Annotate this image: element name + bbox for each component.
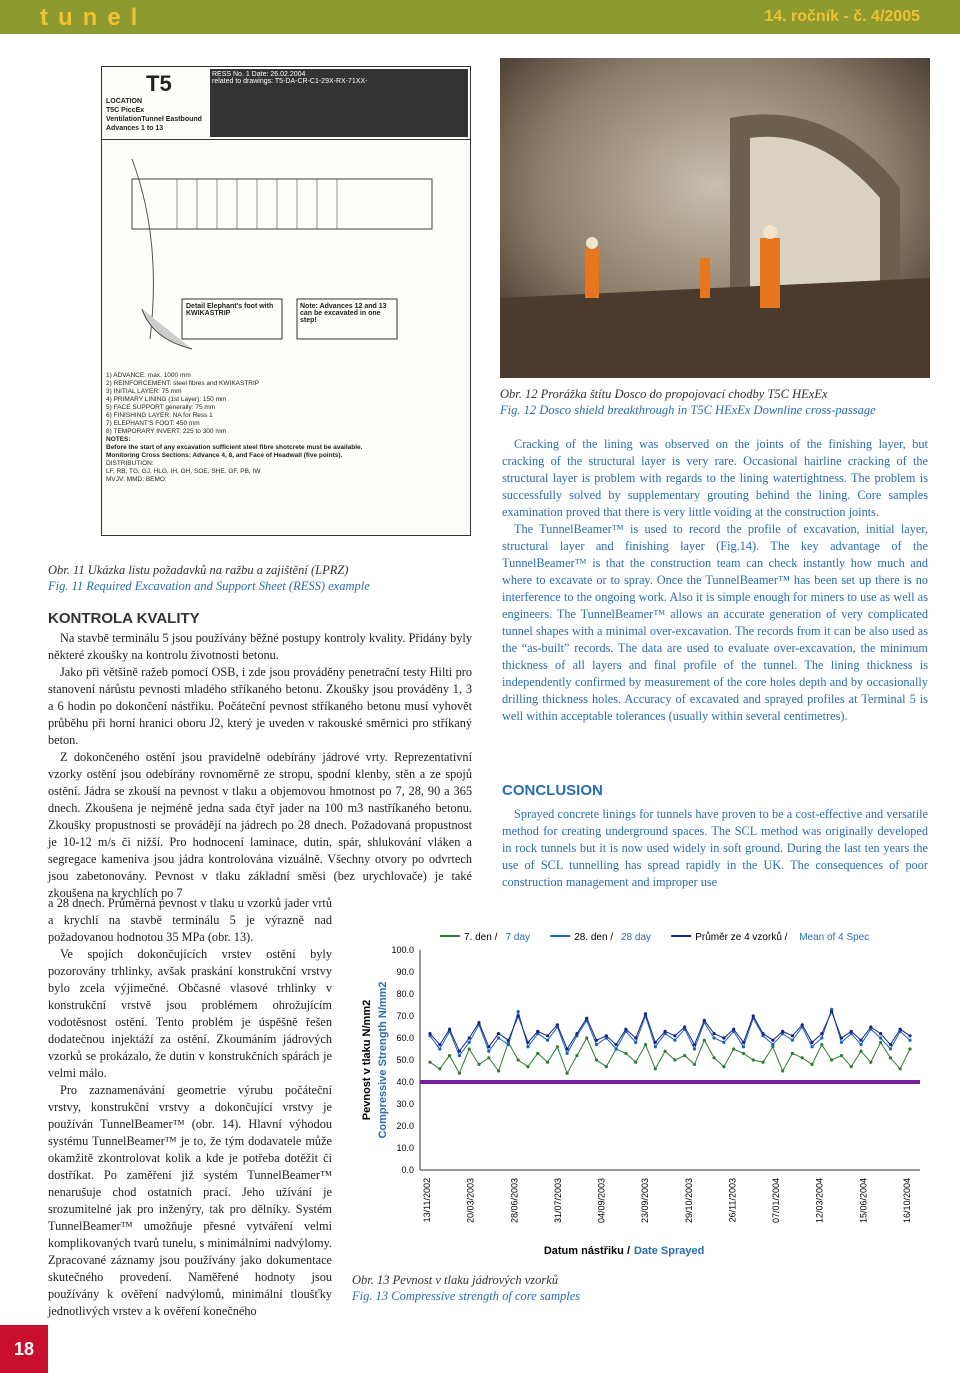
data-point bbox=[908, 1039, 911, 1042]
data-point bbox=[820, 1043, 823, 1046]
x-tick-label: 23/09/2003 bbox=[640, 1178, 651, 1224]
data-point bbox=[722, 1065, 725, 1068]
data-point bbox=[615, 1047, 618, 1050]
paragraph: Pro zaznamenávání geometrie výrubu počáteční vrstvy, konstrukční vrstvy a dokončující vrstvy je používán TunnelBeamer™ (obr. 14). Hlavní výhodou systému TunnelBeamer™ je to, že tým dodavatele může okamžitě zkontrolovat kolik a kde je potřeba dotěžit či dostříkat. Po zaměření již systém TunnelBeamer™ nenarušuje chod ostatních prací. Jeho užívání je srozumitelné jak pro inženýry, tak pro dělníky. Systém TunnelBeamer™ umožňuje přesné vytváření velmi komplikovaných tvarů tunelu, s minimálními nadvýlomy. Zpracované záznamy jsou používány jako dokumentace skutečného provedení. Naměřené hodnoty jsou používány k ověření nadvýlomů, minimální tloušťky jednotlivých vrstev a k ověření konečného bbox=[48, 1083, 332, 1318]
data-point bbox=[693, 1043, 696, 1046]
data-point bbox=[477, 1063, 480, 1066]
ress-note-line: 2) REINFORCEMENT: steel fibres and KWIKASTRIP bbox=[106, 380, 260, 387]
data-point bbox=[879, 1041, 882, 1044]
data-point bbox=[732, 1047, 735, 1050]
data-point bbox=[654, 1041, 657, 1044]
czech-text-column bbox=[48, 630, 472, 902]
data-point bbox=[879, 1032, 882, 1035]
data-point bbox=[781, 1069, 784, 1072]
data-point bbox=[428, 1061, 431, 1064]
data-point bbox=[536, 1052, 539, 1055]
data-point bbox=[683, 1025, 686, 1028]
ress-note-line: LF, RB, TG, GJ, HLG, IH, GH, SOE, SHE, GF, PB, IW bbox=[106, 468, 261, 475]
data-point bbox=[526, 1041, 529, 1044]
data-point bbox=[595, 1058, 598, 1061]
data-point bbox=[468, 1036, 471, 1039]
data-point bbox=[654, 1067, 657, 1070]
data-point bbox=[438, 1043, 441, 1046]
data-point bbox=[840, 1036, 843, 1039]
data-point bbox=[722, 1036, 725, 1039]
ress-note-line: 5) FACE SUPPORT generally: 75 mm bbox=[106, 404, 216, 411]
y-axis-label: Pevnost v tlaku N/mm2 bbox=[361, 999, 373, 1121]
data-point bbox=[791, 1034, 794, 1037]
x-tick-label: 31/07/2003 bbox=[552, 1178, 563, 1224]
data-point bbox=[673, 1039, 676, 1042]
y-tick-label: 0.0 bbox=[401, 1165, 414, 1175]
paragraph: Jako při většině ražeb pomocí OSB, i zde jsou prováděny penetrační testy Hilti pro stanovení nárůstu pevnosti mladého stříkaného betonu. Zkoušky jsou prováděny 1, 3 a 6 hodin po dokončení nástřiku. Počáteční pevnost stříkaného betonu musí vyhovět průběhu při horní hranici oboru J2, který je uveden v rakouské směrnici pro stříkaný beton. bbox=[48, 665, 472, 747]
data-point bbox=[497, 1069, 500, 1072]
ress-note-line: 4) PRIMARY LINING (1st Layer): 150 mm bbox=[106, 396, 227, 403]
paragraph: The TunnelBeamer™ is used to record the profile of excavation, initial layer, structural layer and finishing layer (Fig.14). The key advantage of the TunnelBeamer™ is that the construction team can check instantly how much and where to excavate or to spray. Once the TunnelBeamer™ has been set up there is no interference to the ongoing work. Also it is simple enough for miners to use as well as engineers. The TunnelBeamer™ allows an accurate generation of very complicated tunnel shapes with a minimal over-excavation. The records from it can be also used as the “as-built” records. The data are used to evaluate over-excavation, the minimum thickness of all layers and final profile of the tunnel. The lining thickness is independently confirmed by measurement of the core holes depth and by occasionally drilling thickness holes. Accuracy of excavated and sprayed profiles at Terminal 5 is well within acceptable tolerances (usually within several centimetres). bbox=[502, 522, 928, 723]
data-point bbox=[703, 1039, 706, 1042]
y-tick-label: 30.0 bbox=[396, 1099, 414, 1109]
ress-detail: Detail Elephant's foot with KWIKASTRIP bbox=[186, 303, 274, 317]
data-point bbox=[654, 1045, 657, 1048]
data-point bbox=[615, 1043, 618, 1046]
data-point bbox=[595, 1039, 598, 1042]
data-point bbox=[742, 1045, 745, 1048]
paragraph: Na stavbě terminálu 5 jsou používány běžné postupy kontroly kvality. Přidány byly některé zkoušky na kontrolu životnosti betonu. bbox=[48, 631, 472, 662]
section-heading-cz: KONTROLA KVALITY bbox=[48, 610, 200, 627]
ress-note-line: NOTES: bbox=[106, 436, 131, 443]
data-point bbox=[517, 1058, 520, 1061]
ress-title: T5 bbox=[146, 71, 172, 96]
ress-note-line: MVJV: MMD: BEMO: bbox=[106, 476, 167, 483]
data-point bbox=[859, 1050, 862, 1053]
data-point bbox=[517, 1014, 520, 1017]
data-point bbox=[634, 1036, 637, 1039]
ress-note-line: Before the start of any excavation sufficient steel fibre shotcrete must be available. bbox=[106, 444, 363, 451]
legend-label-en: Mean of 4 Spec bbox=[799, 932, 870, 943]
data-point bbox=[830, 1058, 833, 1061]
data-point bbox=[908, 1047, 911, 1050]
ress-note-line: 3) INITIAL LAYER: 75 mm bbox=[106, 388, 182, 395]
x-tick-label: 20/03/2003 bbox=[465, 1178, 476, 1224]
ress-sheet-figure bbox=[101, 66, 471, 536]
data-point bbox=[624, 1028, 627, 1031]
data-point bbox=[810, 1063, 813, 1066]
legend-label: 28. den / bbox=[574, 932, 614, 943]
data-point bbox=[585, 1017, 588, 1020]
y-tick-label: 10.0 bbox=[396, 1143, 414, 1153]
data-point bbox=[850, 1065, 853, 1068]
legend-label-en: 7 day bbox=[505, 932, 531, 943]
data-point bbox=[575, 1032, 578, 1035]
data-point bbox=[742, 1041, 745, 1044]
data-point bbox=[497, 1036, 500, 1039]
x-tick-label: 12/03/2004 bbox=[814, 1178, 825, 1224]
y-tick-label: 70.0 bbox=[396, 1011, 414, 1021]
data-point bbox=[566, 1052, 569, 1055]
x-tick-label: 28/06/2003 bbox=[509, 1178, 520, 1224]
data-point bbox=[428, 1032, 431, 1035]
y-axis-label-en: Compressive Strength N/mm2 bbox=[377, 981, 389, 1139]
data-point bbox=[801, 1023, 804, 1026]
data-point bbox=[742, 1052, 745, 1055]
page-header bbox=[0, 0, 960, 34]
ress-note-line: DISTRIBUTION: bbox=[106, 460, 154, 467]
paragraph: Ve spojích dokončujících vrstev ostění byly pozorovány trhlinky, avšak praskání konstrukční vrstvy bylo zcela výjimečné. Občasné vlasové trhlinky v konstrukční vrstvě jsou problémem ohrožujícím vodotěsnost ostění. Tento problém je úspěšně řešen dodatečnou injektáží za ostění. Zkoumáním jádrových vzorků se prokázalo, že dutin v konstrukčních spárách je velmi málo. bbox=[48, 947, 332, 1080]
page-number: 18 bbox=[0, 1325, 48, 1373]
data-point bbox=[761, 1032, 764, 1035]
x-tick-label: 29/10/2003 bbox=[683, 1178, 694, 1224]
fig11-caption bbox=[48, 562, 478, 594]
data-point bbox=[664, 1030, 667, 1033]
data-point bbox=[830, 1010, 833, 1013]
x-tick-label: 13/11/2002 bbox=[422, 1178, 432, 1223]
fig13-caption-en: Fig. 13 Compressive strength of core samples bbox=[352, 1289, 581, 1303]
data-point bbox=[566, 1072, 569, 1075]
data-point bbox=[693, 1047, 696, 1050]
data-point bbox=[791, 1039, 794, 1042]
data-point bbox=[820, 1032, 823, 1035]
paragraph: Cracking of the lining was observed on the joints of the finishing layer, but cracking of the structural layer is very rare. Occasional hairline cracking of the structural layer is problem with regards to the lining watertightness. The problem is successfully solved by supplementary grouting behind the lining. Core samples examination proved that there is very little voiding at the construction joints. bbox=[502, 437, 928, 519]
ress-note: Note: Advances 12 and 13 can be excavated in one step! bbox=[300, 303, 387, 324]
data-point bbox=[595, 1043, 598, 1046]
y-tick-label: 100.0 bbox=[391, 945, 414, 955]
ress-drawing bbox=[102, 139, 470, 369]
data-point bbox=[791, 1052, 794, 1055]
x-tick-label: 07/01/2004 bbox=[771, 1178, 782, 1224]
ress-related: related to drawings: T5-DA-CR-C1-29X-RX-71XX- bbox=[212, 78, 368, 85]
data-point bbox=[673, 1034, 676, 1037]
data-point bbox=[859, 1043, 862, 1046]
data-point bbox=[556, 1045, 559, 1048]
data-point bbox=[546, 1039, 549, 1042]
data-point bbox=[752, 1058, 755, 1061]
data-point bbox=[781, 1030, 784, 1033]
data-point bbox=[487, 1050, 490, 1053]
data-point bbox=[712, 1036, 715, 1039]
ress-location-title: LOCATION bbox=[106, 98, 143, 105]
data-point bbox=[634, 1041, 637, 1044]
data-point bbox=[536, 1030, 539, 1033]
fig12-caption bbox=[500, 386, 940, 418]
data-point bbox=[458, 1050, 461, 1053]
data-point bbox=[820, 1036, 823, 1039]
data-point bbox=[899, 1028, 902, 1031]
data-point bbox=[840, 1041, 843, 1044]
english-text-column bbox=[502, 436, 928, 725]
data-point bbox=[507, 1043, 510, 1046]
ress-note-line: 6) FINISHING LAYER: NA for Ress 1 bbox=[106, 412, 213, 419]
tunnel-breakthrough-photo bbox=[500, 58, 930, 378]
data-point bbox=[477, 1021, 480, 1024]
fig12-caption-cz: Obr. 12 Prorážka štítu Dosco do propojovací chodby T5C HExEx bbox=[500, 387, 828, 401]
data-point bbox=[683, 1054, 686, 1057]
data-point bbox=[889, 1047, 892, 1050]
y-tick-label: 90.0 bbox=[396, 967, 414, 977]
data-point bbox=[634, 1061, 637, 1064]
x-tick-label: 16/10/2004 bbox=[902, 1178, 912, 1224]
data-point bbox=[859, 1039, 862, 1042]
x-tick-label: 15/06/2004 bbox=[858, 1178, 869, 1224]
data-point bbox=[566, 1047, 569, 1050]
data-point bbox=[644, 1043, 647, 1046]
data-point bbox=[526, 1045, 529, 1048]
data-point bbox=[908, 1034, 911, 1037]
paragraph: Z dokončeného ostění jsou pravidelně odebírány jádrové vrty. Reprezentativní vzorky ostění jsou odebírány rovnoměrně ze stropu, spodní klenby, stěn a ze spojů ostění. Jádra se zkouší na pevnost v tlaku a objemovou hmotnost po 7, 28, 90 a 365 dnech. Zkoušena je nejméně jedna sada čtyř jader na 100 m3 nastříkaného betonu. Zkoušky propustnosti se provádějí na jádrech po 28 dnech. Požadovaná propustnost je 10-12 m/s či nižší. Pro hodnocení laminace, dutin, spár, shlukování vláken a segregace kameniva jsou jádra kontrolována vizuálně. Všechny otvory po odvrtech jsou zabetonovány. Pevnost v tlaku základní směsi (bez urychlovače) je také zkoušena na krychlích po 7 bbox=[48, 750, 472, 900]
data-point bbox=[487, 1056, 490, 1059]
y-tick-label: 20.0 bbox=[396, 1121, 414, 1131]
data-point bbox=[869, 1025, 872, 1028]
data-point bbox=[712, 1056, 715, 1059]
issue-label: 14. ročník - č. 4/2005 bbox=[764, 8, 920, 25]
data-point bbox=[703, 1019, 706, 1022]
data-point bbox=[507, 1039, 510, 1042]
data-point bbox=[526, 1065, 529, 1068]
ress-location bbox=[106, 97, 202, 133]
ress-loc-line: T5C PiccEx bbox=[106, 107, 145, 114]
data-point bbox=[664, 1050, 667, 1053]
english-conclusion bbox=[502, 806, 928, 891]
data-point bbox=[644, 1012, 647, 1015]
data-point bbox=[693, 1063, 696, 1066]
ress-notes bbox=[106, 372, 466, 484]
data-point bbox=[712, 1032, 715, 1035]
data-point bbox=[771, 1043, 774, 1046]
data-point bbox=[673, 1058, 676, 1061]
data-point bbox=[722, 1041, 725, 1044]
data-point bbox=[438, 1047, 441, 1050]
data-point bbox=[810, 1045, 813, 1048]
ress-header bbox=[102, 67, 470, 140]
ress-info-box bbox=[210, 69, 468, 137]
data-point bbox=[771, 1039, 774, 1042]
data-point bbox=[801, 1056, 804, 1059]
ress-form-title: RESS No. 1 Date: 26.02.2004 bbox=[212, 71, 306, 78]
data-point bbox=[810, 1041, 813, 1044]
data-point bbox=[448, 1054, 451, 1057]
fig13-caption-cz: Obr. 13 Pevnost v tlaku jádrových vzorků bbox=[352, 1273, 559, 1287]
series-line bbox=[430, 1038, 910, 1073]
data-point bbox=[458, 1054, 461, 1057]
data-point bbox=[487, 1045, 490, 1048]
data-point bbox=[468, 1047, 471, 1050]
data-point bbox=[517, 1010, 520, 1013]
legend-label-en: 28 day bbox=[621, 932, 652, 943]
data-point bbox=[497, 1032, 500, 1035]
compressive-strength-chart bbox=[350, 920, 940, 1260]
series-line bbox=[430, 1009, 910, 1055]
x-tick-label: 26/11/2003 bbox=[727, 1178, 738, 1223]
x-axis-label-en: Date Sprayed bbox=[634, 1245, 705, 1257]
ress-note-line: 8) TEMPORARY INVERT: 225 to 300 mm bbox=[106, 428, 227, 435]
paragraph: a 28 dnech. Průměrná pevnost v tlaku u vzorků jader vrtů a krychlí na stavbě terminálu 5 je výrazně nad požadovanou hodnotou 35 MPa (obr. 13). bbox=[48, 896, 332, 944]
data-point bbox=[761, 1061, 764, 1064]
ress-loc-line: Advances 1 to 13 bbox=[106, 125, 164, 132]
y-tick-label: 40.0 bbox=[396, 1077, 414, 1087]
ress-loc-line: VentilationTunnel Eastbound bbox=[106, 116, 202, 123]
data-point bbox=[605, 1034, 608, 1037]
y-tick-label: 60.0 bbox=[396, 1033, 414, 1043]
y-tick-label: 80.0 bbox=[396, 989, 414, 999]
legend-label: Průměr ze 4 vzorků / bbox=[695, 932, 788, 943]
fig11-caption-cz: Obr. 11 Ukázka listu požadavků na ražbu a zajištění (LPRZ) bbox=[48, 563, 349, 577]
data-point bbox=[575, 1054, 578, 1057]
x-tick-label: 04/09/2003 bbox=[596, 1178, 607, 1224]
y-tick-label: 50.0 bbox=[396, 1055, 414, 1065]
x-axis-label: Datum nástřiku / bbox=[543, 1245, 630, 1257]
data-point bbox=[752, 1014, 755, 1017]
data-point bbox=[438, 1067, 441, 1070]
data-point bbox=[458, 1072, 461, 1075]
data-point bbox=[869, 1061, 872, 1064]
data-point bbox=[879, 1036, 882, 1039]
data-point bbox=[899, 1067, 902, 1070]
data-point bbox=[556, 1023, 559, 1026]
data-point bbox=[448, 1028, 451, 1031]
data-point bbox=[546, 1061, 549, 1064]
fig13-caption bbox=[352, 1272, 792, 1304]
data-point bbox=[546, 1034, 549, 1037]
data-point bbox=[468, 1041, 471, 1044]
data-point bbox=[585, 1036, 588, 1039]
paragraph: Sprayed concrete linings for tunnels have proven to be a cost-effective and versatile method for creating underground spaces. The SCL method was originally developed in rock tunnels but it is now used widely in soft ground. During the last ten years the use of SCL tunnelling has spread rapidly in the UK. The consequences of poor construction management and improper use bbox=[502, 807, 928, 889]
fig12-caption-en: Fig. 12 Dosco shield breakthrough in T5C HExEx Downline cross-passage bbox=[500, 403, 876, 417]
journal-logo: tunel bbox=[40, 4, 148, 31]
czech-text-narrow bbox=[48, 895, 332, 1320]
section-heading-en: CONCLUSION bbox=[502, 782, 603, 799]
data-point bbox=[605, 1065, 608, 1068]
fig11-caption-en: Fig. 11 Required Excavation and Support Sheet (RESS) example bbox=[48, 579, 370, 593]
data-point bbox=[889, 1043, 892, 1046]
ress-note-line: 1) ADVANCE: max. 1000 mm bbox=[106, 372, 191, 379]
data-point bbox=[840, 1054, 843, 1057]
legend-label: 7. den / bbox=[464, 932, 498, 943]
ress-note-line: Monitoring Cross Sections: Advance 4, 8, and Face of Headwall (five points). bbox=[106, 452, 343, 459]
data-point bbox=[624, 1052, 627, 1055]
data-point bbox=[889, 1056, 892, 1059]
ress-note-line: 7) ELEPHANT'S FOOT: 450 mm bbox=[106, 420, 200, 427]
data-point bbox=[850, 1030, 853, 1033]
data-point bbox=[732, 1028, 735, 1031]
